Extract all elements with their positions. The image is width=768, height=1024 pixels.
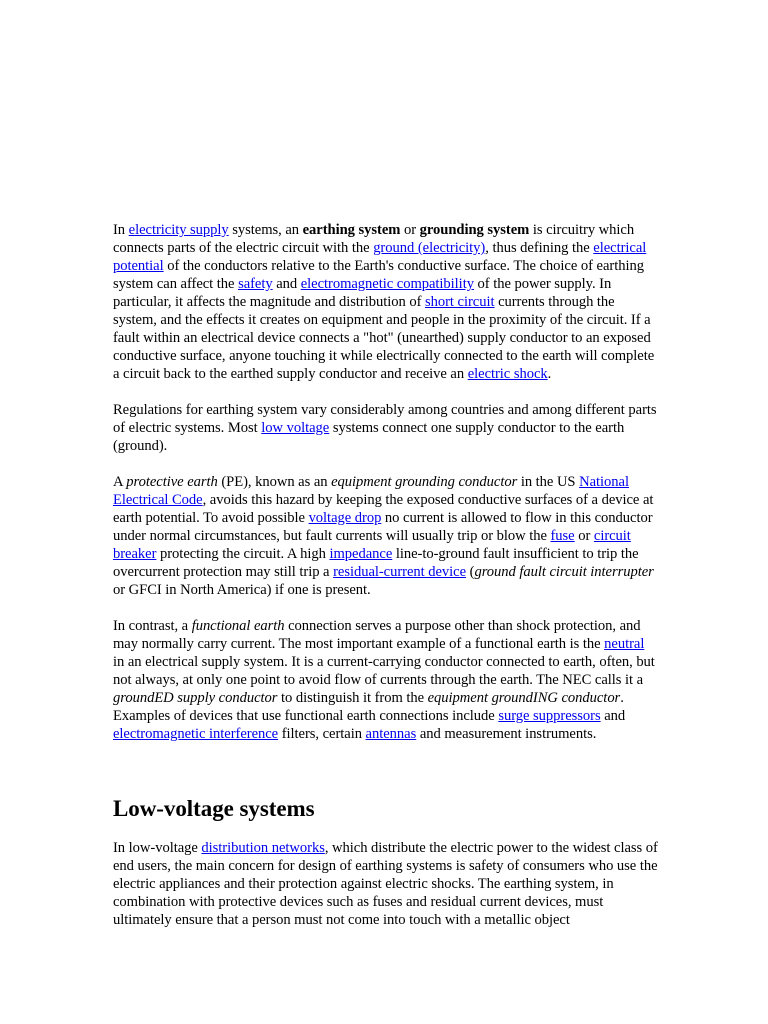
text-run: . Examples of devices that use functional earth connections include bbox=[113, 690, 624, 724]
paragraph-protective-earth bbox=[113, 473, 658, 599]
text-run: and bbox=[600, 708, 626, 724]
text-run: and bbox=[272, 276, 301, 292]
text-run: currents through the system, and the effects it creates on equipment and people in the proximity of the circuit. If a fault within an electrical device connects a "hot" (unearthed) supply conductor to an exposed conductive surface, anyone touching it while electrically connected to the earth will complete a circuit back to the earthed supply conductor and receive an bbox=[113, 294, 655, 382]
paragraph-low-voltage bbox=[113, 839, 658, 929]
text-run: and measurement instruments. bbox=[416, 726, 597, 742]
text-run: in an electrical supply system. It is a current-carrying conductor connected to earth, often, but not always, at only one point to avoid flow of currents through the earth. The NEC calls it a bbox=[113, 654, 655, 688]
link-electromagnetic-compatibility[interactable]: electromagnetic compatibility bbox=[300, 276, 474, 292]
link-distribution-networks[interactable]: distribution networks bbox=[201, 840, 325, 856]
link-electromagnetic-interference[interactable]: electromagnetic interference bbox=[113, 726, 279, 742]
link-surge-suppressors[interactable]: surge suppressors bbox=[498, 708, 601, 724]
paragraph-intro bbox=[113, 221, 658, 383]
link-safety[interactable]: safety bbox=[238, 276, 273, 292]
bold-term: grounding system bbox=[419, 222, 530, 238]
link-impedance[interactable]: impedance bbox=[329, 546, 393, 562]
text-run: , avoids this hazard by keeping the exposed conductive surfaces of a device at earth potential. To avoid possible bbox=[113, 492, 654, 526]
section-heading-low-voltage: Low-voltage systems bbox=[113, 796, 315, 821]
italic-term: groundED supply conductor bbox=[113, 690, 278, 706]
text-run: protecting the circuit. A high bbox=[156, 546, 330, 562]
text-run: A bbox=[113, 474, 127, 490]
article-body bbox=[113, 221, 658, 928]
text-run: In contrast, a bbox=[113, 618, 192, 634]
link-low-voltage[interactable]: low voltage bbox=[261, 420, 330, 436]
link-residual-current-device[interactable]: residual-current device bbox=[333, 564, 467, 580]
italic-term: ground fault circuit interrupter bbox=[474, 564, 654, 580]
text-run: , which distribute the electric power to the widest class of end users, the main concern for design of earthing systems is safety of consumers who use the electric appliances and their protection against electric shocks. The earthing system, in combination with protective devices such as fuses and residual current devices, must ultimately ensure that a person must not come into touch with a metallic object bbox=[113, 840, 658, 928]
text-run: , thus defining the bbox=[485, 240, 594, 256]
text-run: or bbox=[574, 528, 594, 544]
italic-term: functional earth bbox=[191, 618, 285, 634]
text-run: in the US bbox=[517, 474, 580, 490]
link-antennas[interactable]: antennas bbox=[365, 726, 417, 742]
text-run: or GFCI in North America) if one is present. bbox=[113, 582, 371, 598]
link-circuit-breaker[interactable]: circuit breaker bbox=[113, 528, 631, 562]
text-run: filters, certain bbox=[278, 726, 366, 742]
text-run: (PE), known as an bbox=[217, 474, 332, 490]
text-run: of the conductors relative to the Earth's conductive surface. The choice of earthing system can affect the bbox=[113, 258, 644, 292]
link-ground-electricity[interactable]: ground (electricity) bbox=[373, 240, 486, 256]
italic-term: equipment groundING conductor bbox=[427, 690, 621, 706]
link-electrical-potential[interactable]: electrical potential bbox=[113, 240, 647, 274]
link-short-circuit[interactable]: short circuit bbox=[425, 294, 495, 310]
link-national-electrical-code[interactable]: National Electrical Code bbox=[113, 474, 629, 508]
paragraph-functional-earth bbox=[113, 617, 658, 743]
text-run: line-to-ground fault insufficient to trip the overcurrent protection may still trip a bbox=[113, 546, 639, 580]
text-run: In low-voltage bbox=[113, 840, 202, 856]
text-run: ( bbox=[466, 564, 475, 580]
link-electric-shock[interactable]: electric shock bbox=[467, 366, 548, 382]
paragraph-regulations bbox=[113, 401, 658, 455]
link-voltage-drop[interactable]: voltage drop bbox=[308, 510, 382, 526]
text-run: systems connect one supply conductor to the earth (ground). bbox=[113, 420, 625, 454]
italic-term: equipment grounding conductor bbox=[331, 474, 518, 490]
text-run: systems, an bbox=[228, 222, 303, 238]
italic-term: protective earth bbox=[126, 474, 218, 490]
text-run: In bbox=[113, 222, 129, 238]
text-run: or bbox=[400, 222, 420, 238]
link-neutral[interactable]: neutral bbox=[604, 636, 645, 652]
text-run: is circuitry which connects parts of the electric circuit with the bbox=[113, 222, 635, 256]
text-run: no current is allowed to flow in this conductor under normal circumstances, but fault currents will usually trip or blow the bbox=[113, 510, 653, 544]
text-run: . bbox=[547, 366, 552, 382]
text-run: connection serves a purpose other than shock protection, and may normally carry current. The most important example of a functional earth is the bbox=[113, 618, 641, 652]
text-run: to distinguish it from the bbox=[277, 690, 428, 706]
link-electricity-supply[interactable]: electricity supply bbox=[128, 222, 229, 238]
bold-term: earthing system bbox=[302, 222, 401, 238]
text-run: Regulations for earthing system vary considerably among countries and among different parts of electric systems. Most bbox=[113, 402, 657, 436]
text-run: of the power supply. In particular, it affects the magnitude and distribution of bbox=[113, 276, 612, 310]
link-fuse[interactable]: fuse bbox=[550, 528, 575, 544]
